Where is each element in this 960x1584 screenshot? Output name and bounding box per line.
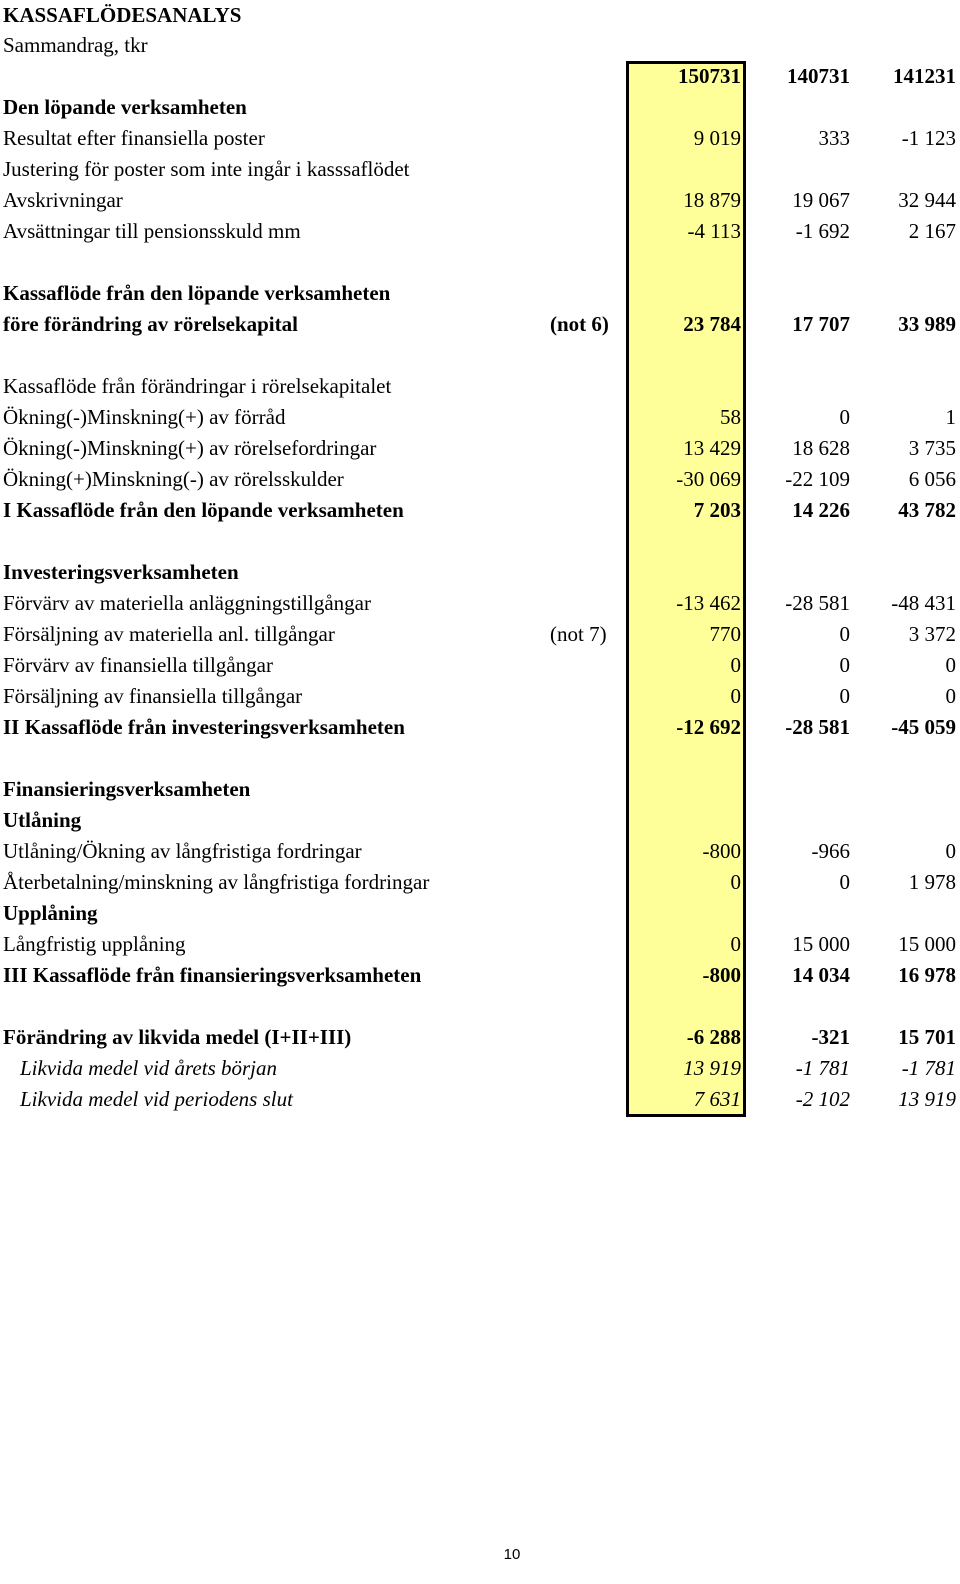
row-label: Förändring av likvida medel (I+II+III)	[3, 1025, 352, 1049]
table-row	[0, 898, 960, 929]
table-row	[0, 61, 960, 92]
row-label: Finansieringsverksamheten	[3, 777, 251, 801]
table-row	[0, 650, 960, 681]
value-cell-140731: 0	[839, 684, 850, 708]
value-cell-150731: 0	[730, 653, 741, 677]
value-cell-150731: 150731	[678, 64, 741, 88]
value-cell-141231: 141231	[893, 64, 956, 88]
row-label: Likvida medel vid årets början	[20, 1056, 278, 1080]
value-cell-141231: 16 978	[898, 963, 956, 987]
table-row	[0, 836, 960, 867]
table-row	[0, 712, 960, 743]
value-cell-141231: -48 431	[891, 591, 956, 615]
value-cell-140731: 17 707	[792, 312, 850, 336]
value-cell-150731: 18 879	[683, 188, 741, 212]
value-cell-140731: 0	[839, 653, 850, 677]
row-label: Justering för poster som inte ingår i kasssaflödet	[3, 157, 410, 181]
value-cell-140731: 0	[839, 405, 850, 429]
row-label: Likvida medel vid periodens slut	[20, 1087, 293, 1111]
row-label: Resultat efter finansiella poster	[3, 126, 265, 150]
value-cell-140731: -1 781	[795, 1056, 850, 1080]
table-row	[0, 154, 960, 185]
row-label: II Kassaflöde från investeringsverksamheten	[3, 715, 405, 739]
table-row	[0, 340, 960, 371]
row-label: Avskrivningar	[3, 188, 123, 212]
value-cell-141231: 6 056	[908, 467, 956, 491]
row-label: Den löpande verksamheten	[3, 95, 247, 119]
value-cell-140731: 140731	[787, 64, 850, 88]
row-note: (not 6)	[550, 312, 609, 336]
table-row	[0, 1084, 960, 1115]
table-row	[0, 371, 960, 402]
value-cell-140731: 0	[839, 870, 850, 894]
value-cell-141231: 3 372	[908, 622, 956, 646]
value-cell-150731: 0	[730, 684, 741, 708]
value-cell-150731: -800	[702, 839, 741, 863]
table-row	[0, 309, 960, 340]
table-row	[0, 1022, 960, 1053]
row-label: Förvärv av finansiella tillgångar	[3, 653, 273, 677]
value-cell-150731: -4 113	[687, 219, 741, 243]
table-row	[0, 402, 960, 433]
value-cell-150731: 9 019	[693, 126, 741, 150]
table-row	[0, 743, 960, 774]
value-cell-141231: 15 701	[898, 1025, 956, 1049]
value-cell-150731: 7 203	[693, 498, 741, 522]
value-cell-141231: 13 919	[898, 1087, 956, 1111]
table-row	[0, 216, 960, 247]
value-cell-140731: -2 102	[795, 1087, 850, 1111]
value-cell-150731: -800	[702, 963, 741, 987]
table-row	[0, 1053, 960, 1084]
value-cell-141231: 0	[945, 684, 956, 708]
table-row	[0, 495, 960, 526]
table-row	[0, 247, 960, 278]
table-row	[0, 464, 960, 495]
value-cell-141231: -1 123	[901, 126, 956, 150]
value-cell-140731: -321	[811, 1025, 850, 1049]
row-label: Ökning(+)Minskning(-) av rörelsskulder	[3, 467, 344, 491]
page-number: 10	[503, 1546, 521, 1563]
row-label: Investeringsverksamheten	[3, 560, 239, 584]
row-label: före förändring av rörelsekapital	[3, 312, 298, 336]
value-cell-140731: 19 067	[792, 188, 850, 212]
row-label: Utlåning	[3, 808, 82, 832]
value-cell-140731: 18 628	[792, 436, 850, 460]
table-row	[0, 433, 960, 464]
table-row	[0, 619, 960, 650]
value-cell-141231: 0	[945, 653, 956, 677]
table-row	[0, 526, 960, 557]
table-row	[0, 867, 960, 898]
value-cell-150731: 0	[730, 932, 741, 956]
table-row	[0, 123, 960, 154]
value-cell-141231: 43 782	[898, 498, 956, 522]
row-label: Utlåning/Ökning av långfristiga fordringar	[3, 839, 362, 863]
value-cell-141231: 15 000	[898, 932, 956, 956]
table-row	[0, 185, 960, 216]
value-cell-141231: 3 735	[908, 436, 956, 460]
row-label: Försäljning av materiella anl. tillgångar	[3, 622, 335, 646]
row-label: Försäljning av finansiella tillgångar	[3, 684, 303, 708]
row-label: Kassaflöde från förändringar i rörelsekapitalet	[3, 374, 392, 398]
row-label: Kassaflöde från den löpande verksamheten	[3, 281, 391, 305]
value-cell-141231: 2 167	[908, 219, 956, 243]
value-cell-140731: 15 000	[792, 932, 850, 956]
value-cell-140731: 0	[839, 622, 850, 646]
row-label: Upplåning	[3, 901, 98, 925]
value-cell-141231: 33 989	[898, 312, 956, 336]
row-label: Ökning(-)Minskning(+) av rörelsefordringar	[3, 436, 377, 460]
value-cell-150731: 13 919	[683, 1056, 741, 1080]
table-row	[0, 960, 960, 991]
value-cell-141231: -45 059	[891, 715, 956, 739]
value-cell-140731: -28 581	[785, 591, 850, 615]
document-subtitle: Sammandrag, tkr	[3, 33, 148, 57]
value-cell-141231: 1	[945, 405, 956, 429]
value-cell-141231: 32 944	[898, 188, 956, 212]
value-cell-150731: 23 784	[683, 312, 741, 336]
row-label: Avsättningar till pensionsskuld mm	[3, 219, 301, 243]
document-title: KASSAFLÖDESANALYS	[3, 3, 242, 27]
value-cell-141231: 0	[945, 839, 956, 863]
value-cell-141231: 1 978	[908, 870, 956, 894]
value-cell-140731: 333	[818, 126, 850, 150]
table-row	[0, 92, 960, 123]
table-row	[0, 557, 960, 588]
value-cell-150731: -13 462	[676, 591, 741, 615]
row-label: Långfristig upplåning	[3, 932, 186, 956]
value-cell-140731: -28 581	[785, 715, 850, 739]
row-label: I Kassaflöde från den löpande verksamheten	[3, 498, 404, 522]
table-row	[0, 588, 960, 619]
value-cell-140731: -22 109	[785, 467, 850, 491]
value-cell-150731: -30 069	[676, 467, 741, 491]
value-cell-150731: 13 429	[683, 436, 741, 460]
row-note: (not 7)	[550, 622, 607, 646]
value-cell-150731: -6 288	[686, 1025, 741, 1049]
row-label: III Kassaflöde från finansieringsverksamheten	[3, 963, 422, 987]
table-row	[0, 774, 960, 805]
table-row	[0, 991, 960, 1022]
row-label: Ökning(-)Minskning(+) av förråd	[3, 405, 286, 429]
value-cell-150731: 58	[720, 405, 741, 429]
table-row	[0, 929, 960, 960]
row-label: Förvärv av materiella anläggningstillgångar	[3, 591, 371, 615]
value-cell-150731: 7 631	[693, 1087, 741, 1111]
cashflow-table	[0, 61, 960, 1115]
row-label: Återbetalning/minskning av långfristiga fordringar	[3, 870, 430, 894]
value-cell-150731: 0	[730, 870, 741, 894]
value-cell-140731: -966	[811, 839, 850, 863]
value-cell-140731: 14 034	[792, 963, 850, 987]
value-cell-140731: -1 692	[795, 219, 850, 243]
value-cell-150731: -12 692	[676, 715, 741, 739]
value-cell-140731: 14 226	[792, 498, 850, 522]
value-cell-141231: -1 781	[901, 1056, 956, 1080]
table-row	[0, 681, 960, 712]
table-row	[0, 278, 960, 309]
table-row	[0, 805, 960, 836]
value-cell-150731: 770	[709, 622, 741, 646]
